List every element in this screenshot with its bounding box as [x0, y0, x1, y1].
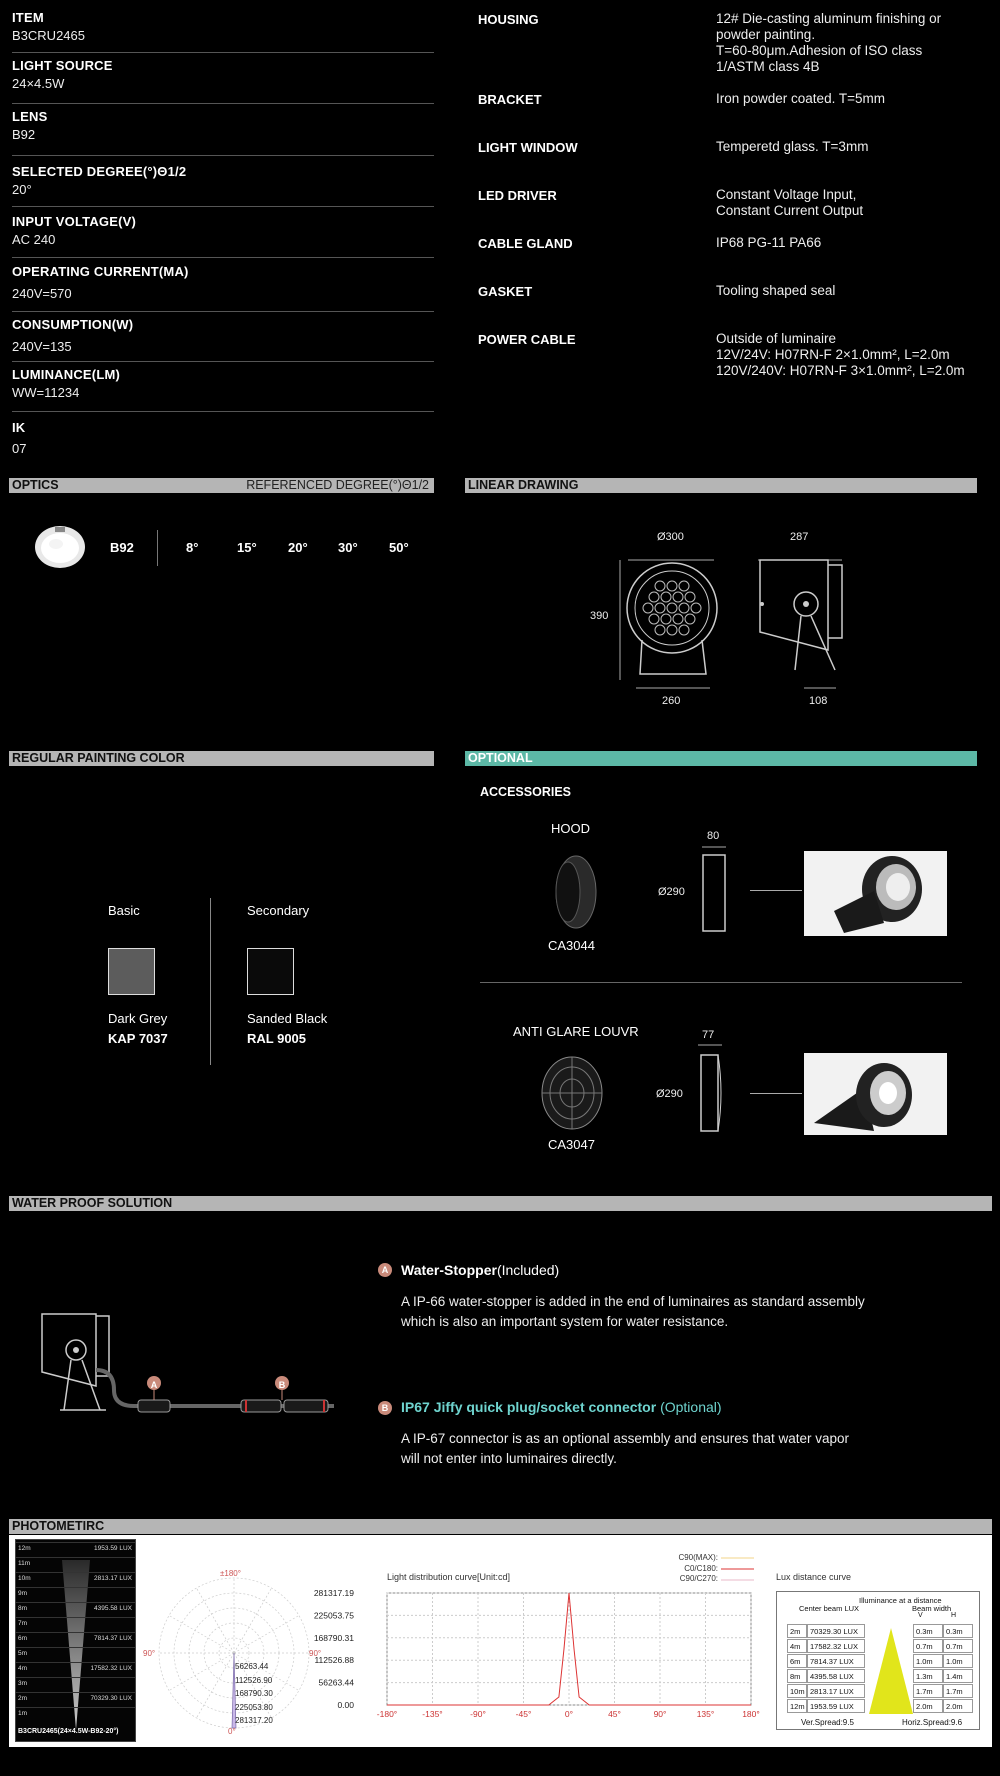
y-tick-label: 281317.19	[313, 1588, 354, 1598]
distance-row	[16, 1602, 135, 1617]
housing-key: HOUSING	[478, 12, 539, 27]
distance-lux: 1953.59 LUX	[94, 1545, 132, 1552]
distance-row	[16, 1632, 135, 1647]
distance-lux: 2813.17 LUX	[94, 1575, 132, 1582]
distance-lux: 70329.30 LUX	[90, 1695, 132, 1702]
polar-label-top: ±180°	[220, 1569, 241, 1578]
dim-base: 260	[662, 695, 681, 707]
light-window-key: LIGHT WINDOW	[478, 140, 578, 155]
lux-row-value: 70329.30 LUX	[807, 1624, 865, 1638]
lux-row-distance: 8m	[787, 1669, 807, 1683]
spec-item: ITEM B3CRU2465	[12, 10, 434, 53]
spec-item: SELECTED DEGREE(°)Θ1/2 20°	[12, 164, 434, 207]
lux-distance-box	[776, 1591, 980, 1730]
optics-bar: OPTICS REFERENCED DEGREE(°)Θ1/2	[9, 478, 434, 493]
degree-option[interactable]: 8°	[186, 540, 199, 555]
x-tick-label: -90°	[470, 1709, 486, 1719]
hood-name: HOOD	[551, 821, 590, 836]
housing-value: 12# Die-casting aluminum finishing or powder painting. T=60-80μm.Adhesion of ISO class 1/ASTM class 4B	[716, 11, 942, 74]
distance-label: 2m	[18, 1695, 28, 1702]
degree-option[interactable]: 15°	[237, 540, 257, 555]
chart-caption: Light distribution curve[Unit:cd]	[387, 1572, 511, 1582]
waterproof-diagram	[34, 1310, 344, 1422]
lux-row-distance: 12m	[787, 1699, 807, 1713]
bracket-value: Iron powder coated. T=5mm	[716, 91, 885, 106]
hood-width: 80	[707, 830, 720, 842]
distance-row	[16, 1617, 135, 1632]
lux-row-h: 1.7m	[943, 1684, 973, 1698]
light-window-value: Temperetd glass. T=3mm	[716, 139, 869, 154]
distance-label: 1m	[18, 1710, 28, 1717]
distance-label: 3m	[18, 1680, 28, 1687]
painting-bar: REGULAR PAINTING COLOR	[9, 751, 434, 766]
power-cable-key: POWER CABLE	[478, 332, 576, 347]
lux-row-h: 2.0m	[943, 1699, 973, 1713]
lux-header-v: V	[918, 1612, 923, 1619]
x-tick-label: -45°	[515, 1709, 532, 1719]
dim-height: 390	[590, 610, 609, 622]
power-cable-value: Outside of luminaire 12V/24V: H07RN-F 2×1.0mm², L=2.0m 120V/240V: H07RN-F 3×1.0mm², L=2.0m	[716, 331, 965, 378]
spec-item: INPUT VOLTAGE(V) AC 240	[12, 214, 434, 258]
lux-title: Lux distance curve	[776, 1572, 852, 1582]
light-distribution-chart	[313, 1583, 760, 1733]
secondary-code: RAL 9005	[247, 1031, 307, 1046]
distance-label: 4m	[18, 1665, 28, 1672]
lux-row-value: 7814.37 LUX	[807, 1654, 865, 1668]
lux-row-v: 0.7m	[913, 1639, 943, 1653]
lux-header-beam: Beam width	[912, 1604, 952, 1613]
lens-code: B92	[110, 540, 134, 555]
louvre-diameter: Ø290	[656, 1088, 683, 1100]
degree-option[interactable]: 50°	[389, 540, 409, 555]
diagram-label-b: B	[278, 1380, 286, 1390]
y-tick-label: 56263.44	[318, 1677, 354, 1688]
basic-code: KAP 7037	[108, 1031, 168, 1046]
diagram-label-a: A	[150, 1380, 158, 1390]
led-driver-value: Constant Voltage Input, Constant Current Output	[716, 187, 864, 218]
lux-row-h: 0.3m	[943, 1624, 973, 1638]
lux-row-h: 1.0m	[943, 1654, 973, 1668]
louvre-code: CA3047	[548, 1137, 595, 1152]
polar-values: 56263.44 112526.90 168790.30 225053.80 281317.20	[235, 1662, 273, 1725]
distance-row	[16, 1557, 135, 1572]
hood-diameter: Ø290	[658, 886, 685, 898]
accessory-divider	[480, 982, 962, 983]
lux-row-v: 0.3m	[913, 1624, 943, 1638]
lux-row-v: 1.0m	[913, 1654, 943, 1668]
louvre-photo	[804, 1053, 947, 1135]
lux-row-distance: 10m	[787, 1684, 807, 1698]
lux-header-center: Center beam LUX	[799, 1604, 860, 1613]
distance-label: 7m	[18, 1620, 28, 1627]
x-tick-label: 90°	[653, 1709, 667, 1719]
hood-connector-line	[750, 890, 802, 891]
hood-photo	[804, 851, 947, 936]
distance-row	[16, 1572, 135, 1587]
lens-image	[32, 524, 88, 570]
distance-row	[16, 1692, 135, 1707]
x-tick-label: 0°	[564, 1709, 574, 1719]
waterproof-bar: WATER PROOF SOLUTION	[9, 1196, 992, 1211]
distance-row	[16, 1677, 135, 1692]
secondary-label: Secondary	[247, 903, 310, 918]
lux-row-h: 0.7m	[943, 1639, 973, 1653]
x-tick-label: -135°	[422, 1709, 443, 1719]
spec-item: LIGHT SOURCE 24×4.5W	[12, 58, 434, 104]
louvre-connector-line	[750, 1093, 802, 1094]
polar-label-left: 90°	[143, 1649, 156, 1658]
distance-label: 6m	[18, 1635, 28, 1642]
photometric-bar: PHOTOMETIRC	[9, 1519, 992, 1534]
hor-spread: Horiz.Spread:9.6	[902, 1718, 963, 1727]
lux-row-distance: 6m	[787, 1654, 807, 1668]
ver-spread: Ver.Spread:9.5	[801, 1718, 854, 1727]
led-driver-key: LED DRIVER	[478, 188, 557, 203]
distance-lux: 17582.32 LUX	[90, 1665, 132, 1672]
lux-header-h: H	[951, 1612, 957, 1619]
distance-row	[16, 1647, 135, 1662]
linear-drawing	[580, 520, 870, 720]
spec-item: OPERATING CURRENT(MA) 240V=570	[12, 264, 434, 312]
louvre-name: ANTI GLARE LOUVR	[513, 1024, 639, 1039]
legend-swatches	[718, 1553, 758, 1585]
louvre-width: 77	[702, 1029, 715, 1041]
accessories-heading: ACCESSORIES	[480, 785, 571, 799]
y-tick-label: 168790.31	[313, 1632, 354, 1643]
x-tick-label: -180°	[376, 1709, 398, 1719]
louvre-drawing	[696, 1043, 726, 1135]
dim-depth: 287	[790, 531, 809, 543]
distance-lux: 4395.58 LUX	[94, 1605, 132, 1612]
connector-heading: IP67 Jiffy quick plug/socket connector (Optional)	[401, 1399, 722, 1415]
lux-row-distance: 4m	[787, 1639, 807, 1653]
badge-a: A	[378, 1263, 392, 1277]
dim-side-base: 108	[809, 695, 828, 707]
degree-option[interactable]: 20°	[288, 540, 308, 555]
distance-label: 9m	[18, 1590, 28, 1597]
swatch-dark-grey[interactable]	[108, 948, 155, 995]
y-tick-label: 112526.88	[314, 1655, 354, 1666]
water-stopper-heading: Water-Stopper(Included)	[401, 1262, 560, 1278]
lux-row-value: 17582.32 LUX	[807, 1639, 865, 1653]
polar-label-bottom: 0°	[228, 1727, 236, 1736]
x-tick-label: 45°	[608, 1709, 621, 1719]
basic-name: Dark Grey	[108, 1011, 168, 1026]
gasket-key: GASKET	[478, 284, 533, 299]
distance-label: 12m	[18, 1545, 31, 1552]
lux-header: Illuminance at a distance	[859, 1596, 942, 1605]
badge-b: B	[378, 1401, 392, 1415]
lux-row-value: 1953.59 LUX	[807, 1699, 865, 1713]
spec-item: CONSUMPTION(W) 240V=135	[12, 317, 434, 362]
polar-label-right: 90°	[309, 1649, 322, 1658]
distance-row	[16, 1707, 135, 1722]
distance-label: 10m	[18, 1575, 31, 1582]
distance-lux: 7814.37 LUX	[94, 1635, 132, 1642]
spec-item: LUMINANCE(LM) WW=11234	[12, 367, 434, 412]
hood-image	[546, 852, 598, 932]
spec-item: IK 07	[12, 420, 27, 456]
hood-drawing	[700, 845, 730, 935]
lux-row-value: 2813.17 LUX	[807, 1684, 865, 1698]
cable-gland-key: CABLE GLAND	[478, 236, 573, 251]
distance-label: 8m	[18, 1605, 28, 1612]
gasket-value: Tooling shaped seal	[716, 283, 836, 298]
degree-option[interactable]: 30°	[338, 540, 358, 555]
y-tick-label: 225053.75	[313, 1610, 354, 1621]
beam-image	[15, 1539, 136, 1742]
swatch-sanded-black[interactable]	[247, 948, 294, 995]
dim-diameter: Ø300	[657, 531, 684, 543]
lux-row-distance: 2m	[787, 1624, 807, 1638]
basic-label: Basic	[108, 903, 140, 918]
optional-bar: OPTIONAL	[465, 751, 977, 766]
chart-legend: C90(MAX): C0/C180: C90/C270:	[678, 1553, 718, 1583]
lux-cone	[865, 1626, 917, 1716]
product-caption: B3CRU2465(24×4.5W-B92-20°)	[18, 1728, 119, 1735]
secondary-name: Sanded Black	[247, 1011, 328, 1026]
x-tick-label: 180°	[742, 1709, 760, 1719]
connector-text: A IP-67 connector is as an optional assembly and ensures that water vapor will not enter into luminaires directly.	[401, 1431, 850, 1466]
lux-row-h: 1.4m	[943, 1669, 973, 1683]
bracket-key: BRACKET	[478, 92, 542, 107]
distance-label: 11m	[18, 1560, 31, 1567]
distance-row	[16, 1587, 135, 1602]
optics-divider	[157, 530, 158, 566]
water-stopper-text: A IP-66 water-stopper is added in the end of luminaires as standard assembly which is also an important system for water resistance.	[401, 1294, 865, 1329]
x-tick-label: 135°	[696, 1709, 715, 1719]
lux-row-v: 1.7m	[913, 1684, 943, 1698]
distance-row	[16, 1542, 135, 1557]
lux-row-v: 2.0m	[913, 1699, 943, 1713]
louvre-image	[540, 1055, 604, 1131]
lux-row-v: 1.3m	[913, 1669, 943, 1683]
hood-code: CA3044	[548, 938, 595, 953]
linear-drawing-bar: LINEAR DRAWING	[465, 478, 977, 493]
painting-divider	[210, 898, 211, 1065]
lux-row-value: 4395.58 LUX	[807, 1669, 865, 1683]
y-tick-label: 0.00	[337, 1700, 354, 1710]
distance-row	[16, 1662, 135, 1677]
spec-item: LENS B92	[12, 109, 434, 156]
distance-label: 5m	[18, 1650, 28, 1657]
cable-gland-value: IP68 PG-11 PA66	[716, 235, 822, 250]
